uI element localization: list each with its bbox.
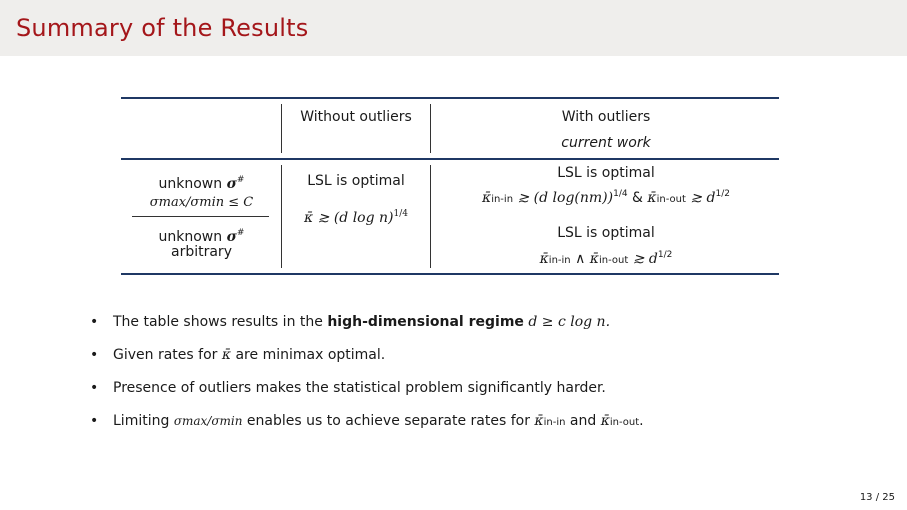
rate-expression: ≳ (d log n) bbox=[317, 210, 394, 226]
sigma-symbol: σ bbox=[226, 229, 237, 245]
bullet-text bbox=[113, 313, 610, 331]
kappa-symbol: κ̄ bbox=[304, 210, 314, 226]
header-without-outliers: Without outliers bbox=[300, 109, 412, 125]
with-row2-rate bbox=[433, 246, 779, 270]
rate-expression: ≳ d bbox=[632, 251, 658, 267]
sharp-symbol: # bbox=[236, 175, 245, 185]
kappa-symbol: κ̄ bbox=[534, 413, 544, 429]
row1-label-text: unknown bbox=[158, 176, 223, 192]
row1-condition: σmax/σmin ≤ C bbox=[149, 195, 254, 210]
header-current-work: current work bbox=[561, 135, 651, 151]
column-divider-2 bbox=[430, 104, 431, 153]
bullet-text-part: . bbox=[639, 413, 644, 429]
row1-label bbox=[124, 171, 279, 194]
bullet-text bbox=[113, 412, 644, 432]
bullet-dot-icon: • bbox=[90, 347, 99, 363]
column-divider-1-body bbox=[281, 165, 282, 268]
page-number: 13 / 25 bbox=[859, 492, 895, 503]
rate-exponent: 1/2 bbox=[715, 189, 730, 199]
row2-condition: arbitrary bbox=[171, 244, 232, 260]
without-result-rate bbox=[284, 205, 428, 228]
kappa-symbol: κ̄ bbox=[600, 413, 610, 429]
sigma-symbol: σ bbox=[226, 176, 237, 192]
bullet-text-part: and bbox=[565, 413, 601, 429]
table-mid-rule bbox=[121, 158, 779, 160]
rate-exponent: 1/4 bbox=[393, 209, 408, 219]
without-result-label: LSL is optimal bbox=[307, 173, 405, 189]
wedge-symbol: ∧ bbox=[575, 251, 586, 267]
kappa-subscript: in-out bbox=[656, 194, 686, 205]
kappa-symbol: κ̄ bbox=[482, 190, 492, 206]
row-separator bbox=[132, 216, 269, 217]
kappa-subscript: in-in bbox=[491, 194, 514, 205]
bullet-dot-icon: • bbox=[90, 314, 99, 330]
sharp-symbol: # bbox=[236, 228, 245, 238]
kappa-subscript: in-out bbox=[609, 417, 640, 428]
bullet-text: Presence of outliers makes the statistical problem significantly harder. bbox=[113, 380, 606, 396]
rate-exponent: 1/4 bbox=[613, 189, 628, 199]
bullet-math-part: κ̄ bbox=[221, 347, 232, 363]
with-row1-label: LSL is optimal bbox=[557, 165, 655, 181]
header-with-outliers: With outliers bbox=[561, 109, 651, 125]
bullet-math-part: σmax/σmin bbox=[173, 414, 243, 428]
with-row1-rate bbox=[433, 185, 779, 209]
bullet-text-part: enables us to achieve separate rates for bbox=[242, 413, 535, 429]
table-bottom-rule bbox=[121, 273, 779, 275]
bullet-text-part: The table shows results in the bbox=[113, 314, 328, 330]
bullet-text-part: Given rates for bbox=[113, 347, 222, 363]
bullet-dot-icon: • bbox=[90, 380, 99, 396]
ampersand: & bbox=[632, 190, 643, 206]
bullet-math-part: d ≥ c log n. bbox=[523, 314, 611, 330]
rate-expression: ≳ d bbox=[690, 190, 716, 206]
rate-exponent: 1/2 bbox=[657, 250, 673, 260]
kappa-subscript: in-in bbox=[548, 255, 571, 266]
column-divider-1 bbox=[281, 104, 282, 153]
bullet-text-part: are minimax optimal. bbox=[231, 347, 386, 363]
bullet-dot-icon: • bbox=[90, 413, 99, 429]
table-top-rule bbox=[121, 97, 779, 99]
slide-title: Summary of the Results bbox=[16, 14, 309, 42]
kappa-symbol: κ̄ bbox=[589, 251, 599, 267]
slide-header bbox=[0, 0, 907, 56]
column-divider-2-body bbox=[430, 165, 431, 268]
kappa-subscript: in-out bbox=[598, 255, 629, 266]
kappa-subscript: in-in bbox=[543, 417, 566, 428]
kappa-symbol: κ̄ bbox=[647, 190, 657, 206]
rate-expression: ≳ (d log(nm)) bbox=[517, 190, 614, 206]
with-row2-label: LSL is optimal bbox=[557, 225, 655, 241]
bullet-text-part: Limiting bbox=[113, 413, 174, 429]
row2-label-text: unknown bbox=[158, 229, 223, 245]
bullet-text bbox=[113, 346, 385, 364]
kappa-symbol: κ̄ bbox=[539, 251, 549, 267]
bullet-bold-part: high-dimensional regime bbox=[327, 314, 524, 330]
